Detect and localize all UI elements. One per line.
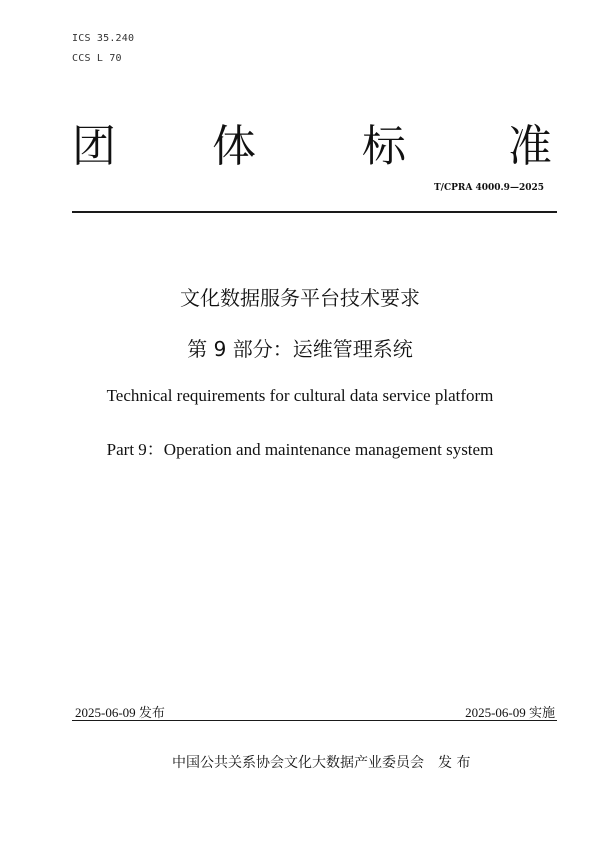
standard-type-char-1: 团 bbox=[72, 121, 116, 172]
standard-type-char-4: 准 bbox=[508, 121, 552, 172]
title-english-part: Part 9：Operation and maintenance management system bbox=[106, 440, 494, 459]
title-chinese-part: 第 9 部分：运维管理系统 bbox=[187, 337, 413, 361]
footer-divider bbox=[72, 720, 557, 721]
ccs-code: CCS L 70 bbox=[72, 53, 122, 64]
publish-date: 2025-06-09 发布 bbox=[75, 705, 165, 720]
issuer-name: 中国公共关系协会文化大数据产业委员会 bbox=[172, 755, 424, 771]
standard-type-char-2: 体 bbox=[212, 121, 256, 172]
title-english-main: Technical requirements for cultural data service platform bbox=[106, 386, 494, 405]
issuer-line bbox=[172, 752, 470, 772]
standard-type-char-3: 标 bbox=[362, 121, 406, 172]
issuer-action: 发 布 bbox=[438, 755, 471, 771]
implementation-date: 2025-06-09 实施 bbox=[465, 705, 555, 720]
header-divider bbox=[72, 211, 557, 213]
standard-number: T/CPRA 4000.9—2025 bbox=[433, 183, 544, 193]
title-chinese-main: 文化数据服务平台技术要求 bbox=[180, 286, 420, 310]
ics-code: ICS 35.240 bbox=[72, 33, 135, 44]
